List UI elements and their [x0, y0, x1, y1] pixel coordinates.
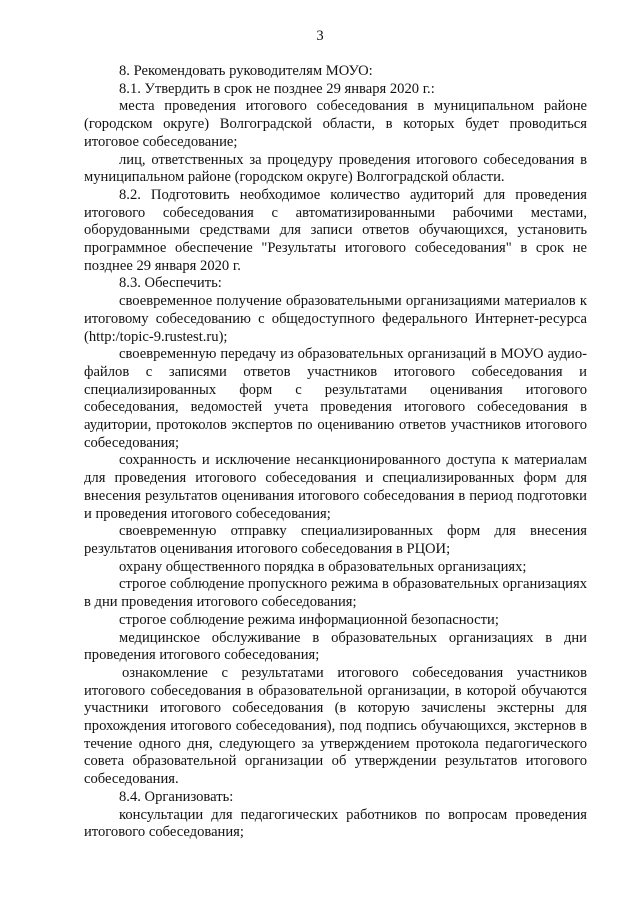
paragraph-8-1: 8.1. Утвердить в срок не позднее 29 января 2020 г.: [119, 80, 435, 97]
paragraph-access-control: строгое соблюдение пропускного режима в образовательных организациях в дни проведения итогового собеседования; [84, 576, 587, 611]
paragraph-timely-transfer: своевременную передачу из образовательных организаций в МОУО аудио-файлов с записями ответов участников итогового собеседования и специализированных форм с результатами оценивания итогового собеседования, ведомостей учета проведения итогового собеседования в аудитории, протоколов экспертов по оцениванию ответов участников итогового собеседования; [84, 346, 587, 451]
paragraph-familiarization: ознакомление с результатами итогового собеседования участников итогового собеседования в образовательной организации, в которой обучаются участники итогового собеседования (в которую зачислены экстерны для прохождения итогового собеседования), под подпись обучающихся, экстернов в течение одного дня, следующего за утверждением протокола педагогического совета образовательной организации об утверждении результатов итогового собеседования. [84, 664, 587, 788]
paragraph-medical: медицинское обслуживание в образовательных организациях в дни проведения итогового собеседования; [84, 629, 587, 664]
paragraph-info-security: строгое соблюдение режима информационной безопасности; [119, 611, 499, 628]
paragraph-consultations: консультации для педагогических работников по вопросам проведения итогового собеседования; [84, 806, 587, 841]
paragraph-timely-dispatch: своевременную отправку специализированных форм для внесения результатов оценивания итогового собеседования в РЦОИ; [84, 523, 587, 557]
paragraph-persons: лиц, ответственных за процедуру проведения итогового собеседования в муниципальном районе (городском округе) Волгоградской области. [84, 151, 587, 186]
paragraph-8-3: 8.3. Обеспечить: [119, 275, 222, 292]
paragraph-8-2: 8.2. Подготовить необходимое количество аудиторий для проведения итогового собеседования с автоматизированными рабочими местами, оборудованными средствами для записи ответов обучающихся, установить программное обеспечение "Результаты итогового собеседования" в срок не позднее 29 января 2020 г. [84, 186, 587, 274]
paragraph-timely-receipt: своевременное получение образовательными организациями материалов к итоговому собеседованию с общедоступного федерального Интернет-ресурса (http:/topic-9.rustest.ru); [84, 293, 587, 345]
paragraph-8: 8. Рекомендовать руководителям МОУО: [119, 63, 373, 79]
paragraph-8-4: 8.4. Организовать: [119, 788, 234, 805]
paragraph-safekeeping: сохранность и исключение несанкционированного доступа к материалам для проведения итогового собеседования и специализированных форм для внесения результатов оценивания итогового собеседования в период подготовки и проведения итогового собеседования; [84, 452, 587, 522]
page-number: 3 [316, 28, 324, 44]
document-body [84, 63, 587, 842]
paragraph-places: места проведения итогового собеседования в муниципальном районе (городском округе) Волгоградской области, в которых будет проводиться итоговое собеседование; [84, 98, 587, 150]
paragraph-public-order: охрану общественного порядка в образовательных организациях; [119, 558, 527, 575]
